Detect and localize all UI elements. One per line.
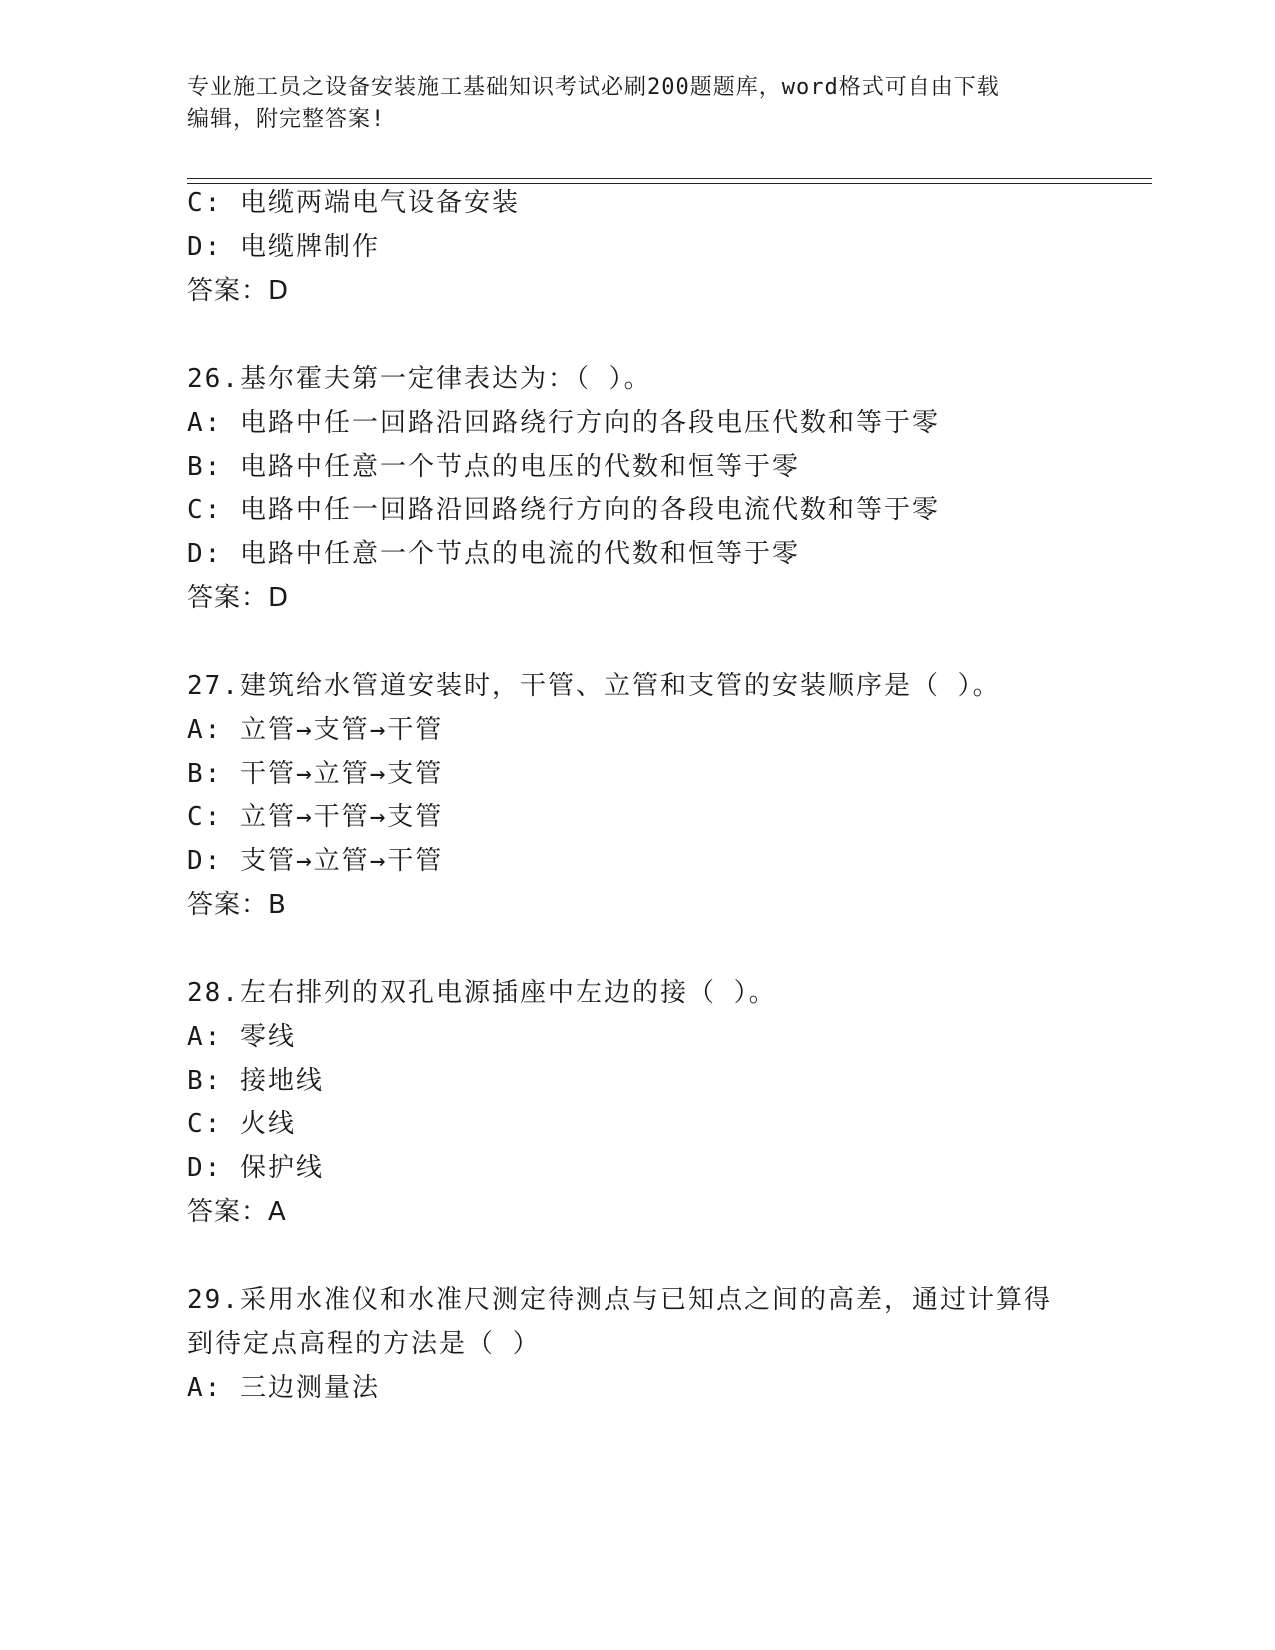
q26-option-c: C: 电路中任一回路沿回路绕行方向的各段电流代数和等于零 [187, 495, 940, 525]
q25-option-c: C: 电缆两端电气设备安装 [187, 188, 520, 218]
header-title-line-1: 专业施工员之设备安装施工基础知识考试必刷200题题库，word格式可自由下载 [187, 75, 1000, 100]
q28-stem: 28.左右排列的双孔电源插座中左边的接（ ）。 [187, 978, 777, 1008]
q28-option-d: D: 保护线 [187, 1153, 324, 1183]
q27-option-b: B: 干管→立管→支管 [187, 759, 444, 789]
q28-answer: 答案：A [187, 1197, 287, 1227]
q27-option-d: D: 支管→立管→干管 [187, 846, 444, 876]
q28-option-a: A: 零线 [187, 1022, 296, 1052]
q29-option-a: A: 三边测量法 [187, 1373, 380, 1403]
q25-answer: 答案：D [187, 276, 290, 306]
q29-stem-line-1: 29.采用水准仪和水准尺测定待测点与已知点之间的高差，通过计算得 [187, 1285, 1052, 1315]
header-divider-bottom [187, 183, 1152, 184]
q28-option-b: B: 接地线 [187, 1066, 324, 1096]
q27-stem: 27.建筑给水管道安装时，干管、立管和支管的安装顺序是（ ）。 [187, 671, 1001, 701]
q26-option-b: B: 电路中任意一个节点的电压的代数和恒等于零 [187, 452, 800, 482]
q27-option-a: A: 立管→支管→干管 [187, 715, 444, 745]
q26-option-d: D: 电路中任意一个节点的电流的代数和恒等于零 [187, 539, 800, 569]
q26-answer: 答案：D [187, 583, 290, 613]
q27-option-c: C: 立管→干管→支管 [187, 802, 444, 832]
header-title-line-2: 编辑，附完整答案! [187, 107, 386, 132]
q26-stem: 26.基尔霍夫第一定律表达为：（ ）。 [187, 364, 652, 394]
q28-option-c: C: 火线 [187, 1109, 296, 1139]
q25-option-d: D: 电缆牌制作 [187, 232, 380, 262]
header-divider-top [187, 178, 1152, 179]
document-header [187, 72, 1087, 136]
q27-answer: 答案：B [187, 890, 287, 920]
q29-stem-line-2: 到待定点高程的方法是（ ） [187, 1329, 541, 1359]
q26-option-a: A: 电路中任一回路沿回路绕行方向的各段电压代数和等于零 [187, 408, 940, 438]
